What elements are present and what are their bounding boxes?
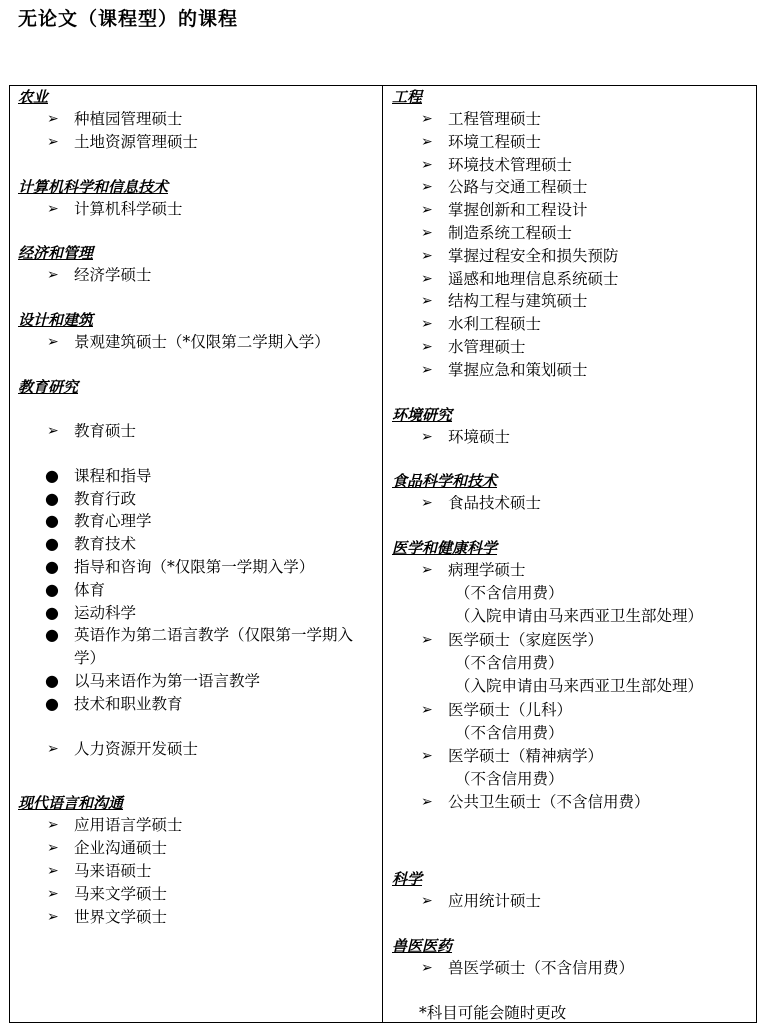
category-education: 教育研究 <box>18 377 79 396</box>
arrow-bullet-icon: ➢ <box>47 267 59 284</box>
category-computer-science: 计算机科学和信息技术 <box>18 177 169 196</box>
category-design: 设计和建筑 <box>18 311 94 330</box>
item-note: （不含信用费） <box>455 723 564 742</box>
arrow-bullet-icon: ➢ <box>421 794 433 811</box>
list-item: ➢ 土地资源管理硕士 <box>18 131 380 154</box>
arrow-bullet-icon: ➢ <box>47 817 59 834</box>
arrow-bullet-icon: ➢ <box>421 959 433 976</box>
dot-bullet-icon: ● <box>45 511 59 531</box>
list-item: ➢ 景观建筑硕士（*仅限第二学期入学） <box>18 331 380 354</box>
arrow-bullet-icon: ➢ <box>421 631 433 648</box>
category-economics: 经济和管理 <box>18 244 94 263</box>
list-item: ➢ 种植园管理硕士 <box>18 108 380 131</box>
list-item: ➢ 结构工程与建筑硕士 <box>392 290 754 313</box>
list-item: ➢ 应用语言学硕士 <box>18 814 380 837</box>
list-item: ● 英语作为第二语言教学（仅限第一学期入学） <box>45 625 354 668</box>
arrow-bullet-icon: ➢ <box>421 111 433 127</box>
arrow-bullet-icon: ➢ <box>47 200 59 217</box>
dot-bullet-icon: ● <box>45 534 59 554</box>
list-item: ➢ 医学硕士（儿科） <box>392 699 754 722</box>
arrow-bullet-icon: ➢ <box>47 111 59 127</box>
arrow-bullet-icon: ➢ <box>421 156 433 173</box>
arrow-bullet-icon: ➢ <box>47 840 59 857</box>
category-veterinary: 兽医医药 <box>392 936 453 955</box>
arrow-bullet-icon: ➢ <box>421 270 433 287</box>
list-item: ➢ 马来文学硕士 <box>18 883 380 906</box>
arrow-bullet-icon: ➢ <box>421 202 433 219</box>
list-item: ● 技术和职业教育 <box>18 693 380 716</box>
list-item: ● 教育心理学 <box>18 510 380 533</box>
footnote: *科目可能会随时更改 <box>419 1003 567 1022</box>
list-item: ● 体育 <box>18 579 380 602</box>
list-item: ● 运动科学 <box>18 602 380 625</box>
list-item: ➢ 人力资源开发硕士 <box>18 738 380 761</box>
arrow-bullet-icon: ➢ <box>421 562 433 579</box>
category-science: 科学 <box>392 870 423 889</box>
dot-bullet-icon: ● <box>45 625 59 645</box>
category-food-science: 食品科学和技术 <box>392 472 498 491</box>
list-item: ● 教育行政 <box>18 488 380 511</box>
list-item: ➢ 医学硕士（家庭医学） <box>392 629 754 652</box>
list-item: ● 课程和指导 <box>18 465 380 488</box>
arrow-bullet-icon: ➢ <box>421 316 433 333</box>
list-item: ➢ 掌握过程安全和损失预防 <box>392 245 754 268</box>
item-note: （不含信用费） <box>455 583 564 602</box>
arrow-bullet-icon: ➢ <box>421 361 433 378</box>
arrow-bullet-icon: ➢ <box>421 133 433 150</box>
list-item: ➢ 环境技术管理硕士 <box>392 154 754 177</box>
arrow-bullet-icon: ➢ <box>421 224 433 241</box>
dot-bullet-icon: ● <box>45 556 59 576</box>
list-item: ➢ 掌握应急和策划硕士 <box>392 359 754 382</box>
list-item: ➢ 世界文学硕士 <box>18 906 380 929</box>
dot-bullet-icon: ● <box>45 670 59 690</box>
dot-bullet-icon: ● <box>45 465 59 485</box>
right-column <box>392 86 754 1025</box>
arrow-bullet-icon: ➢ <box>421 748 433 765</box>
item-note: （不含信用费） <box>455 653 564 672</box>
dot-bullet-icon: ● <box>45 488 59 508</box>
list-item: ➢ 公路与交通工程硕士 <box>392 176 754 199</box>
list-item: ➢ 掌握创新和工程设计 <box>392 199 754 222</box>
category-environment: 环境研究 <box>392 405 453 424</box>
arrow-bullet-icon: ➢ <box>421 495 433 512</box>
list-item: ➢ 应用统计硕士 <box>392 890 754 913</box>
list-item: ➢ 遥感和地理信息系统硕士 <box>392 268 754 291</box>
list-item: ➢ 工程管理硕士 <box>392 108 754 131</box>
list-item: ➢ 兽医学硕士（不含信用费） <box>392 957 754 980</box>
list-item: ➢ 水管理硕士 <box>392 336 754 359</box>
arrow-bullet-icon: ➢ <box>47 908 59 925</box>
category-engineering: 工程 <box>392 88 423 106</box>
arrow-bullet-icon: ➢ <box>421 428 433 445</box>
list-item: ➢ 教育硕士 <box>18 420 380 443</box>
column-divider <box>382 85 383 1023</box>
dot-bullet-icon: ● <box>45 693 59 713</box>
arrow-bullet-icon: ➢ <box>47 334 59 351</box>
list-item: ➢ 水利工程硕士 <box>392 313 754 336</box>
category-agriculture: 农业 <box>18 88 49 106</box>
list-item: ➢ 企业沟通硕士 <box>18 837 380 860</box>
list-item: ● 以马来语作为第一语言教学 <box>18 670 380 693</box>
arrow-bullet-icon: ➢ <box>47 740 59 757</box>
list-item: ➢ 公共卫生硕士（不含信用费） <box>392 791 754 814</box>
arrow-bullet-icon: ➢ <box>421 701 433 718</box>
arrow-bullet-icon: ➢ <box>421 247 433 264</box>
list-item: ● 教育技术 <box>18 533 380 556</box>
dot-bullet-icon: ● <box>45 579 59 599</box>
item-note: （入院申请由马来西亚卫生部处理） <box>455 677 704 696</box>
list-item: ➢ 制造系统工程硕士 <box>392 222 754 245</box>
category-languages: 现代语言和沟通 <box>18 794 124 813</box>
list-item: ➢ 马来语硕士 <box>18 860 380 883</box>
arrow-bullet-icon: ➢ <box>421 893 433 910</box>
left-column <box>18 86 380 928</box>
arrow-bullet-icon: ➢ <box>47 885 59 902</box>
list-item: ➢ 食品技术硕士 <box>392 492 754 515</box>
arrow-bullet-icon: ➢ <box>421 293 433 310</box>
arrow-bullet-icon: ➢ <box>421 179 433 196</box>
list-item: ● 指导和咨询（*仅限第一学期入学） <box>18 556 380 579</box>
arrow-bullet-icon: ➢ <box>47 133 59 150</box>
list-item: ➢ 环境工程硕士 <box>392 131 754 154</box>
list-item: ➢ 计算机科学硕士 <box>18 198 380 221</box>
arrow-bullet-icon: ➢ <box>47 422 59 439</box>
list-item: ➢ 病理学硕士 <box>392 559 754 582</box>
list-item: ➢ 医学硕士（精神病学） <box>392 745 754 768</box>
page-title: 无论文（课程型）的课程 <box>18 8 239 30</box>
item-note: （不含信用费） <box>455 769 564 788</box>
category-medicine: 医学和健康科学 <box>392 539 498 558</box>
list-item: ➢ 经济学硕士 <box>18 264 380 287</box>
arrow-bullet-icon: ➢ <box>47 862 59 879</box>
dot-bullet-icon: ● <box>45 602 59 622</box>
item-note: （入院申请由马来西亚卫生部处理） <box>455 607 704 626</box>
arrow-bullet-icon: ➢ <box>421 338 433 355</box>
list-item: ➢ 环境硕士 <box>392 426 754 449</box>
